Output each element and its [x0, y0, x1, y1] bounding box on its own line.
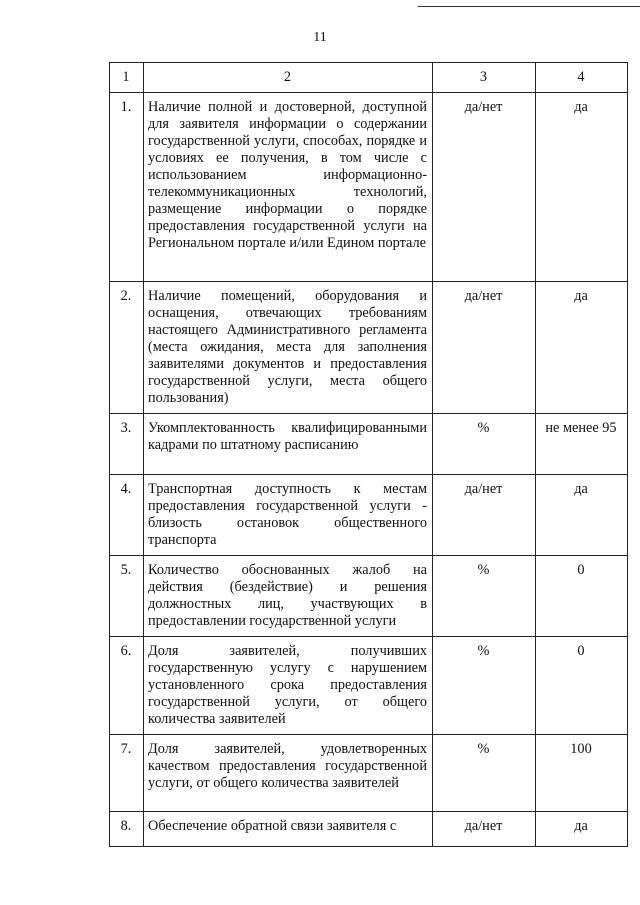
row-number: 6.: [110, 637, 144, 735]
row-number: 2.: [110, 282, 144, 414]
row-number: 8.: [110, 812, 144, 847]
norm-value-cell: 100: [536, 735, 628, 812]
unit-cell: да/нет: [433, 812, 536, 847]
indicator-text: Транспортная доступность к местам предоставления государственной услуги - близость остановок общественного транспорта: [144, 475, 433, 556]
table-row: [110, 282, 628, 414]
column-header: 2: [144, 63, 433, 93]
indicator-text: Обеспечение обратной связи заявителя с: [144, 812, 433, 847]
indicator-text: Количество обоснованных жалоб на действия (бездействие) и решения должностных лиц, участвующих в предоставлении государственной услуги: [144, 556, 433, 637]
row-number: 3.: [110, 414, 144, 475]
row-number: 5.: [110, 556, 144, 637]
table-row: [110, 475, 628, 556]
indicators-table: [109, 62, 628, 847]
norm-value-cell: не менее 95: [536, 414, 628, 475]
unit-cell: да/нет: [433, 475, 536, 556]
unit-cell: %: [433, 414, 536, 475]
unit-cell: да/нет: [433, 93, 536, 282]
column-header: 3: [433, 63, 536, 93]
norm-value-cell: да: [536, 282, 628, 414]
indicator-text: Наличие помещений, оборудования и оснащения, отвечающих требованиям настоящего Административного регламента (места ожидания, места для заполнения заявителями документов и предоставления государственной услуги, места общего пользования): [144, 282, 433, 414]
row-number: 1.: [110, 93, 144, 282]
table-row: [110, 812, 628, 847]
column-header: 1: [110, 63, 144, 93]
norm-value-cell: 0: [536, 556, 628, 637]
table-row: [110, 93, 628, 282]
table-row: [110, 637, 628, 735]
unit-cell: %: [433, 637, 536, 735]
unit-cell: %: [433, 556, 536, 637]
page-number: 11: [313, 30, 327, 45]
row-number: 4.: [110, 475, 144, 556]
unit-cell: %: [433, 735, 536, 812]
table-row: [110, 556, 628, 637]
row-number: 7.: [110, 735, 144, 812]
table-header-row: [110, 63, 628, 93]
norm-value-cell: да: [536, 93, 628, 282]
unit-cell: да/нет: [433, 282, 536, 414]
table-row: [110, 735, 628, 812]
indicator-text: Наличие полной и достоверной, доступной для заявителя информации о содержании государственной услуги, способах, порядке и условиях ее получения, в том числе с использованием информационно-телекоммуникационных технологий, размещение информации о порядке предоставления государственной услуги на Региональном портале и/или Едином портале: [144, 93, 433, 282]
norm-value-cell: да: [536, 812, 628, 847]
norm-value-cell: да: [536, 475, 628, 556]
top-edge-line: [418, 6, 640, 7]
column-header: 4: [536, 63, 628, 93]
table-row: [110, 414, 628, 475]
indicator-text: Доля заявителей, удовлетворенных качеством предоставления государственной услуги, от общего количества заявителей: [144, 735, 433, 812]
indicator-text: Укомплектованность квалифицированными кадрами по штатному расписанию: [144, 414, 433, 475]
norm-value-cell: 0: [536, 637, 628, 735]
indicator-text: Доля заявителей, получивших государственную услугу с нарушением установленного срока предоставления государственной услуги, от общего количества заявителей: [144, 637, 433, 735]
